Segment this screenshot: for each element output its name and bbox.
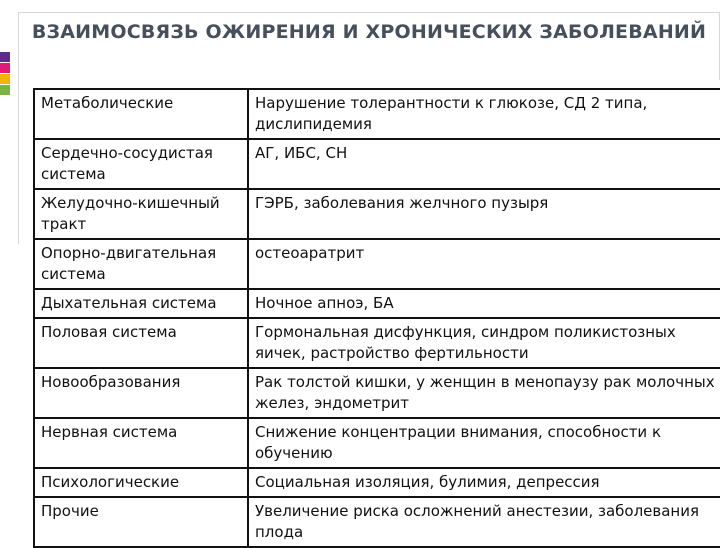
table-row — [34, 89, 720, 139]
table-row — [34, 368, 720, 418]
table-row — [34, 318, 720, 368]
table-row — [34, 239, 720, 289]
table-row — [34, 468, 720, 497]
table-row — [34, 418, 720, 468]
system-cell: Сердечно-сосудистая система — [34, 139, 248, 189]
accent-square-pink — [0, 63, 10, 73]
system-cell: Прочие — [34, 497, 248, 547]
diseases-cell: Рак толстой кишки, у женщин в менопаузу рак молочных желез, эндометрит — [248, 368, 720, 418]
left-divider — [18, 12, 19, 244]
diseases-cell: остеоаратрит — [248, 239, 720, 289]
page-title: ВЗАИМОСВЯЗЬ ОЖИРЕНИЯ И ХРОНИЧЕСКИХ ЗАБОЛЕВАНИЙ — [31, 21, 707, 43]
diseases-cell: АГ, ИБС, СН — [248, 139, 720, 189]
diseases-cell: Снижение концентрации внимания, способности к обучению — [248, 418, 720, 468]
diseases-cell: Ночное апноэ, БА — [248, 289, 720, 318]
accent-square-green — [0, 85, 10, 95]
table-row — [34, 289, 720, 318]
system-cell: Нервная система — [34, 418, 248, 468]
diseases-cell: ГЭРБ, заболевания желчного пузыря — [248, 189, 720, 239]
table-row — [34, 189, 720, 239]
system-cell: Новообразования — [34, 368, 248, 418]
diseases-cell: Увеличение риска осложнений анестезии, заболевания плода — [248, 497, 720, 547]
accent-square-yellow — [0, 74, 10, 84]
system-cell: Опорно-двигательная система — [34, 239, 248, 289]
accent-square-purple — [0, 52, 10, 62]
diseases-cell: Гормональная дисфункция, синдром поликистозных яичек, растройство фертильности — [248, 318, 720, 368]
diseases-cell: Социальная изоляция, булимия, депрессия — [248, 468, 720, 497]
system-cell: Метаболические — [34, 89, 248, 139]
system-cell: Половая система — [34, 318, 248, 368]
system-cell: Психологические — [34, 468, 248, 497]
obesity-diseases-table — [33, 88, 720, 548]
system-cell: Желудочно-кишечный тракт — [34, 189, 248, 239]
diseases-cell: Нарушение толерантности к глюкозе, СД 2 типа, дислипидемия — [248, 89, 720, 139]
system-cell: Дыхательная система — [34, 289, 248, 318]
table-row — [34, 139, 720, 189]
